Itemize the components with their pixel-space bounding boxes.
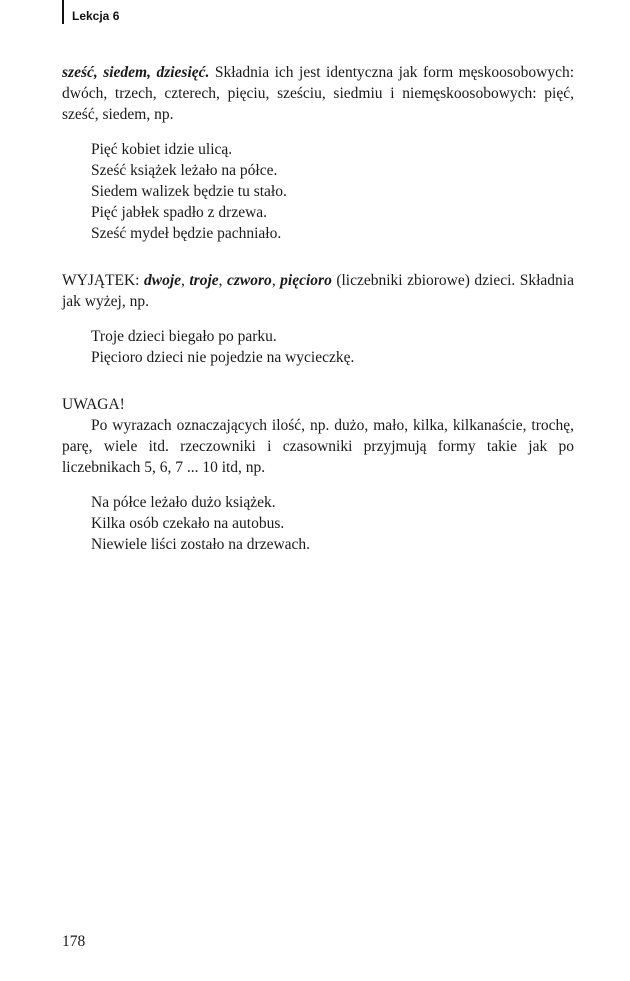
section1-lead-words: sześć, siedem, dziesięć.	[62, 64, 210, 81]
section2-text: (liczebniki zbiorowe) dzieci. Składnia jak wyżej, np.	[62, 272, 574, 310]
example-line: Pięć jabłek spadło z drzewa.	[91, 204, 268, 221]
example-line: Siedem walizek będzie tu stało.	[91, 183, 287, 200]
example-line: Sześć książek leżało na półce.	[91, 162, 278, 179]
exception-label: WYJĄTEK:	[62, 272, 140, 289]
example-line: Pięć kobiet idzie ulicą.	[91, 141, 233, 158]
lesson-header: Lekcja 6	[72, 9, 120, 23]
example-line: Na półce leżało dużo książek.	[91, 494, 276, 511]
collective-word: dwoje	[143, 272, 182, 289]
example-line: Troje dzieci biegało po parku.	[91, 328, 277, 345]
separator: ,	[271, 272, 281, 289]
section1-text: Składnia ich jest identyczna jak form męskoosobowych: dwóch, trzech, czterech, pięciu, sześciu, siedmiu i niemęskoosobowych: pięć, sześć, siedem, np.	[62, 64, 575, 123]
section2-paragraph	[62, 270, 574, 312]
note-label: UWAGA!	[62, 396, 125, 413]
example-line: Kilka osób czekało na autobus.	[91, 515, 285, 532]
page-content	[62, 62, 574, 555]
section1-paragraph	[62, 62, 574, 125]
example-line: Pięcioro dzieci nie pojedzie na wycieczkę.	[91, 349, 355, 366]
example-line: Niewiele liści zostało na drzewach.	[91, 536, 311, 553]
header-rule	[62, 0, 64, 24]
collective-word: pięcioro	[280, 272, 332, 289]
separator: ,	[181, 272, 190, 289]
page-number: 178	[62, 933, 86, 950]
examples-list-3	[62, 492, 574, 555]
note-paragraph: Po wyrazach oznaczających ilość, np. dużo, mało, kilka, kilkanaście, trochę, parę, wiele itd. rzeczowniki i czasowniki przyjmują formy takie jak po liczebnikach 5, 6, 7 ... 10 itd, np.	[62, 417, 574, 476]
examples-list-1	[62, 139, 574, 244]
separator: ,	[218, 272, 228, 289]
collective-word: troje	[189, 272, 219, 289]
collective-word: czworo	[227, 272, 272, 289]
examples-list-2	[62, 326, 574, 368]
example-line: Sześć mydeł będzie pachniało.	[91, 225, 282, 242]
